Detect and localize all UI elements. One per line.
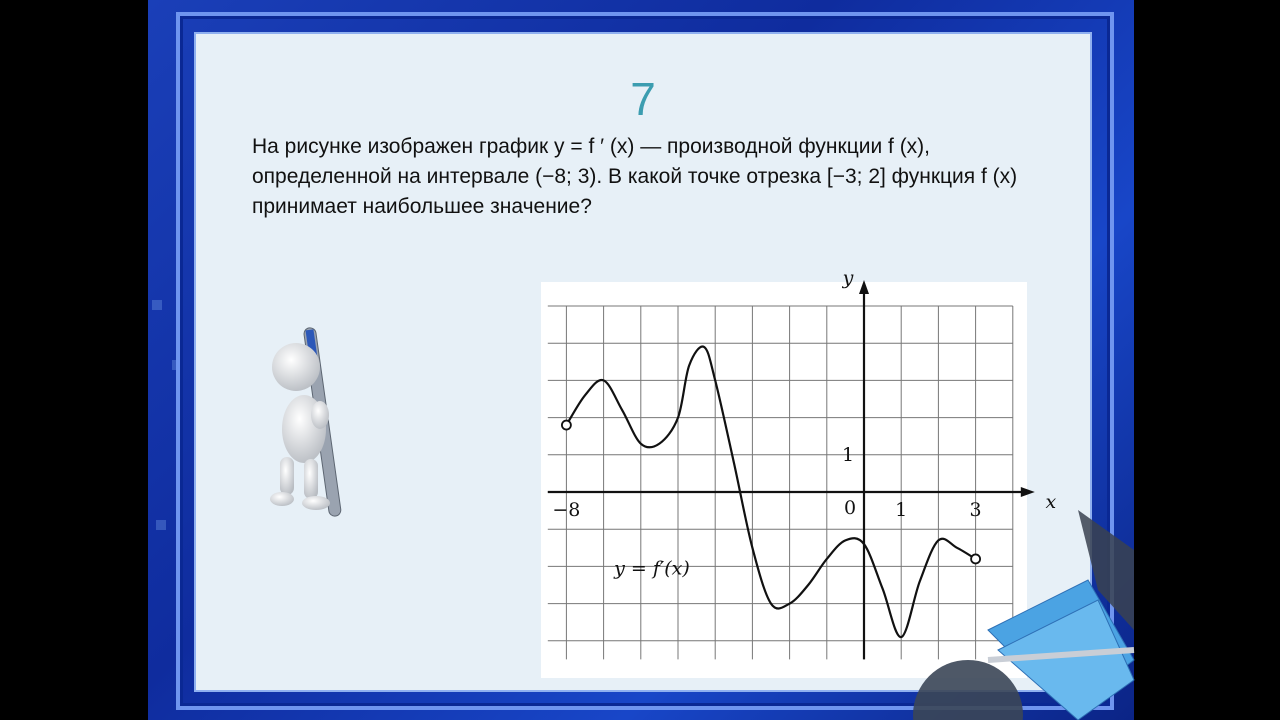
drawing-tools-decoration [928, 510, 1134, 720]
slide [148, 0, 1134, 720]
series-label: y = f′(x) [614, 557, 690, 580]
tick-label-y-1: 1 [841, 443, 855, 466]
question-text: На рисунке изображен график y = f ′ (x) — производной функции f (x), определенной на интервале (−8; 3). В какой точке отрезка [−3; 2] функция f (x) принимает наибольшее значение? [252, 135, 1018, 218]
person-with-pen-illustration [264, 319, 354, 529]
y-axis-label: y [842, 267, 854, 289]
tick-label-minus-8: −8 [552, 499, 581, 521]
tick-label-x-3: 3 [969, 499, 982, 521]
slide-number: 7 [630, 73, 656, 125]
y-axis-arrow [859, 280, 869, 294]
tick-label-x-1: 1 [895, 499, 908, 521]
x-axis-label: x [1045, 491, 1057, 513]
tick-label-origin: 0 [843, 497, 857, 519]
open-endpoint [562, 421, 571, 430]
x-axis-arrow [1021, 487, 1035, 497]
